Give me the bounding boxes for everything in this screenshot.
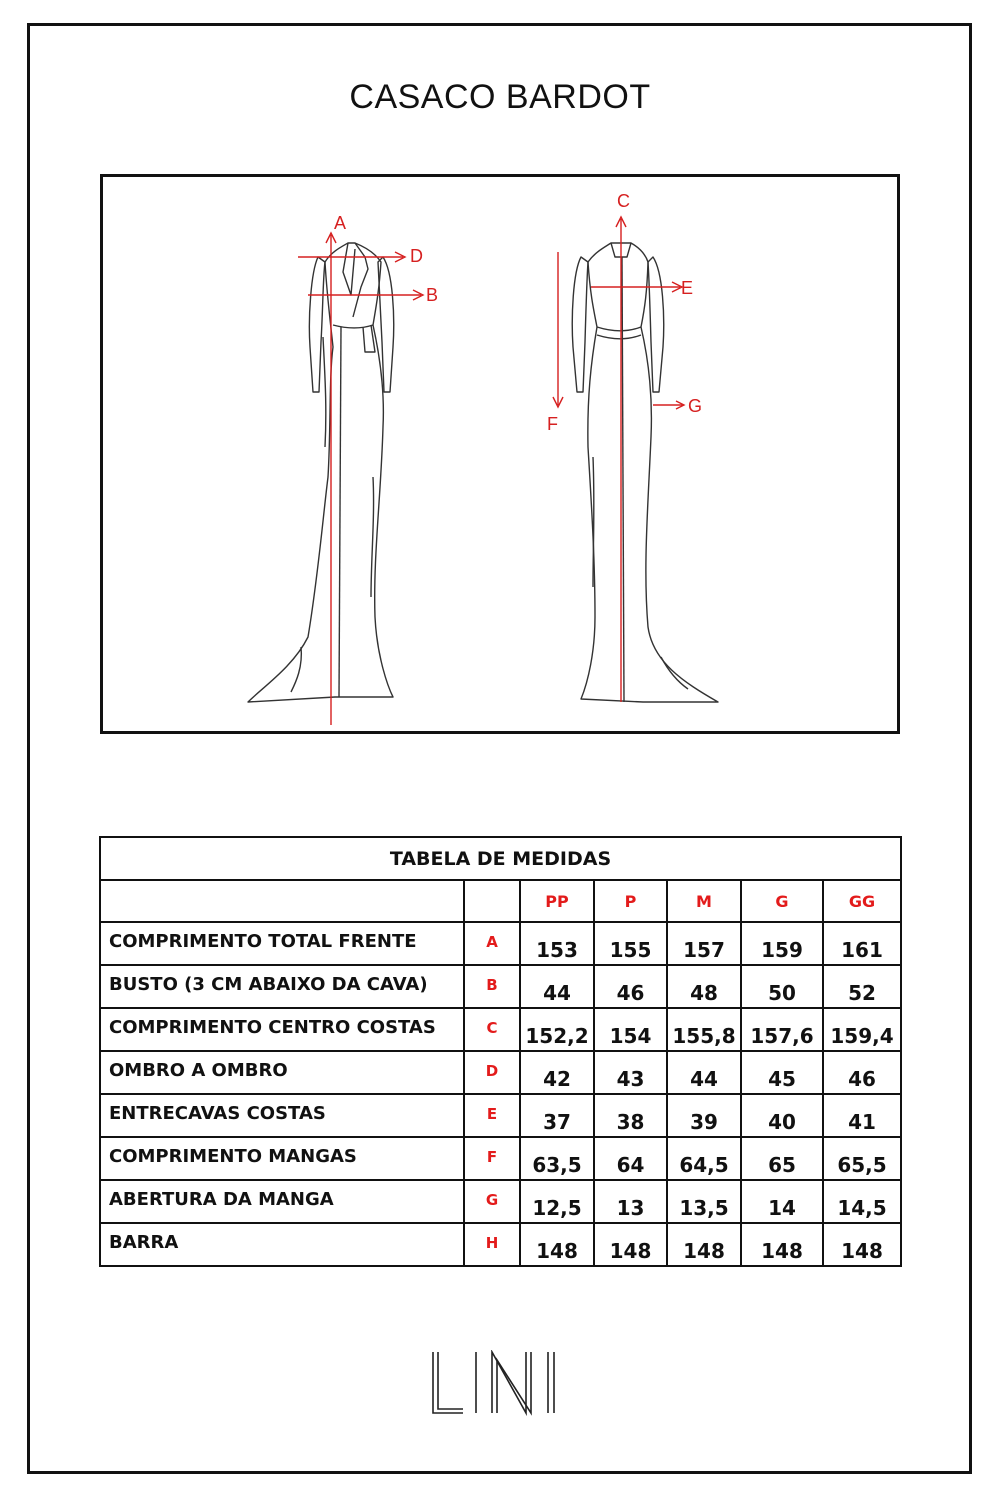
measurement-value: 153 xyxy=(520,922,594,965)
measurement-value: 45 xyxy=(741,1051,823,1094)
measurement-value: 14 xyxy=(741,1180,823,1223)
marker-d-label: D xyxy=(410,246,423,266)
front-view-sketch xyxy=(248,243,394,702)
measurement-lines xyxy=(298,217,684,725)
page-title: CASACO BARDOT xyxy=(349,78,651,116)
measurement-value: 157,6 xyxy=(741,1008,823,1051)
table-row xyxy=(100,965,901,1008)
measurement-value: 40 xyxy=(741,1094,823,1137)
measurement-code: H xyxy=(464,1223,520,1266)
measurement-code: E xyxy=(464,1094,520,1137)
measurement-value: 157 xyxy=(667,922,741,965)
measurement-value: 65,5 xyxy=(823,1137,901,1180)
measurement-value: 42 xyxy=(520,1051,594,1094)
measurement-value: 13 xyxy=(594,1180,667,1223)
measurement-value: 39 xyxy=(667,1094,741,1137)
back-view-sketch xyxy=(572,243,718,702)
measurement-value: 159 xyxy=(741,922,823,965)
measurement-label: ENTRECAVAS COSTAS xyxy=(100,1094,464,1137)
size-header-gg: GG xyxy=(823,880,901,922)
measurement-value: 41 xyxy=(823,1094,901,1137)
size-header-p: P xyxy=(594,880,667,922)
empty-header-cell xyxy=(464,880,520,922)
table-row xyxy=(100,1051,901,1094)
measurement-label: OMBRO A OMBRO xyxy=(100,1051,464,1094)
marker-b-label: B xyxy=(426,285,439,305)
size-header-g: G xyxy=(741,880,823,922)
measurement-code: A xyxy=(464,922,520,965)
measurement-value: 63,5 xyxy=(520,1137,594,1180)
measurement-value: 44 xyxy=(667,1051,741,1094)
table-heading: TABELA DE MEDIDAS xyxy=(100,837,901,880)
measurement-label: COMPRIMENTO TOTAL FRENTE xyxy=(100,922,464,965)
measurement-label: BARRA xyxy=(100,1223,464,1266)
measurement-value: 155,8 xyxy=(667,1008,741,1051)
measurement-value: 46 xyxy=(823,1051,901,1094)
table-row xyxy=(100,1180,901,1223)
measurement-value: 155 xyxy=(594,922,667,965)
size-chart-table xyxy=(99,836,902,1267)
measurement-value: 148 xyxy=(594,1223,667,1266)
marker-a-label: A xyxy=(334,213,347,233)
table-row xyxy=(100,1223,901,1266)
measurement-value: 64,5 xyxy=(667,1137,741,1180)
measurement-value: 148 xyxy=(823,1223,901,1266)
measurement-label: COMPRIMENTO MANGAS xyxy=(100,1137,464,1180)
empty-header-cell xyxy=(100,880,464,922)
marker-f-label: F xyxy=(547,414,558,434)
measurement-value: 148 xyxy=(520,1223,594,1266)
measurement-value: 44 xyxy=(520,965,594,1008)
marker-c-label: C xyxy=(617,191,630,211)
measurement-value: 43 xyxy=(594,1051,667,1094)
measurement-value: 38 xyxy=(594,1094,667,1137)
measurement-label: BUSTO (3 CM ABAIXO DA CAVA) xyxy=(100,965,464,1008)
measurement-value: 148 xyxy=(741,1223,823,1266)
measurement-code: B xyxy=(464,965,520,1008)
measurement-value: 161 xyxy=(823,922,901,965)
marker-e-label: E xyxy=(681,278,694,298)
size-header-pp: PP xyxy=(520,880,594,922)
measurement-value: 37 xyxy=(520,1094,594,1137)
measurement-code: F xyxy=(464,1137,520,1180)
measurement-value: 12,5 xyxy=(520,1180,594,1223)
lini-logo-mark xyxy=(430,1350,570,1416)
table-row xyxy=(100,922,901,965)
measurement-value: 50 xyxy=(741,965,823,1008)
measurement-value: 152,2 xyxy=(520,1008,594,1051)
garment-sketch xyxy=(103,177,897,731)
measurement-code: D xyxy=(464,1051,520,1094)
measurement-label: COMPRIMENTO CENTRO COSTAS xyxy=(100,1008,464,1051)
measurement-value: 65 xyxy=(741,1137,823,1180)
measurement-code: G xyxy=(464,1180,520,1223)
table-row xyxy=(100,1094,901,1137)
measurement-value: 14,5 xyxy=(823,1180,901,1223)
measurement-value: 64 xyxy=(594,1137,667,1180)
measurement-value: 52 xyxy=(823,965,901,1008)
marker-g-label: G xyxy=(688,396,703,416)
size-header-row xyxy=(100,880,901,922)
size-header-m: M xyxy=(667,880,741,922)
table-row xyxy=(100,1008,901,1051)
measurement-value: 48 xyxy=(667,965,741,1008)
measurement-value: 159,4 xyxy=(823,1008,901,1051)
measurement-value: 46 xyxy=(594,965,667,1008)
measurement-value: 148 xyxy=(667,1223,741,1266)
technical-drawing xyxy=(100,174,900,734)
measurement-label: ABERTURA DA MANGA xyxy=(100,1180,464,1223)
brand-logo xyxy=(430,1350,570,1421)
measurement-code: C xyxy=(464,1008,520,1051)
measurement-value: 154 xyxy=(594,1008,667,1051)
table-row xyxy=(100,1137,901,1180)
measurement-value: 13,5 xyxy=(667,1180,741,1223)
